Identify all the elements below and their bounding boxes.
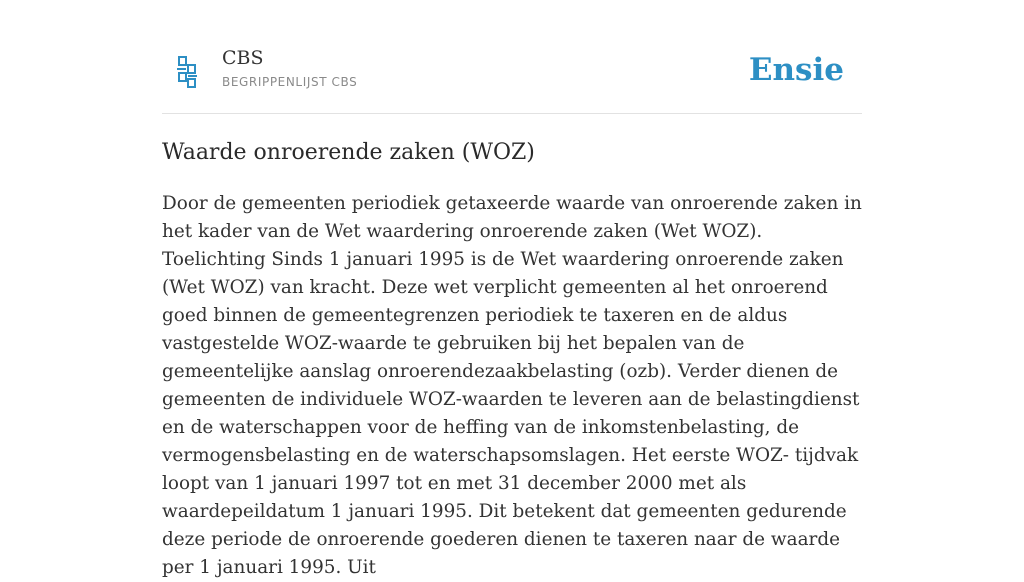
header: [162, 36, 862, 114]
cbs-logo-icon[interactable]: [176, 56, 198, 88]
entry-definition: Door de gemeenten periodiek getaxeerde waarde van onroerende zaken in het kader van de Wet waardering onroerende zaken (Wet WOZ). Toelichting Sinds 1 januari 1995 is de Wet waardering onroerende zaken (Wet WOZ) van kracht. Deze wet verplicht gemeenten al het onroerend goed binnen de gemeentegrenzen periodiek te taxeren en de aldus vastgestelde WOZ-waarde te gebruiken bij het bepalen van de gemeentelijke aanslag onroerendezaakbelasting (ozb). Verder dienen de gemeenten de individuele WOZ-waarden te leveren aan de belastingdienst en de waterschappen voor de heffing van de inkomstenbelasting, de vermogensbelasting en de waterschapsomslagen. Het eerste WOZ- tijdvak loopt van 1 januari 1997 tot en met 31 december 2000 met als waardepeildatum 1 januari 1995. Dit betekent dat gemeenten gedurende deze periode de onroerende goederen dienen te taxeren naar de waarde per 1 januari 1995. Uit: [162, 193, 862, 578]
source-name[interactable]: CBS: [222, 47, 264, 69]
entry-title: Waarde onroerende zaken (WOZ): [162, 140, 535, 165]
ensie-logo[interactable]: Ensie: [748, 52, 844, 88]
source-subtitle[interactable]: BEGRIPPENLIJST CBS: [222, 75, 358, 89]
